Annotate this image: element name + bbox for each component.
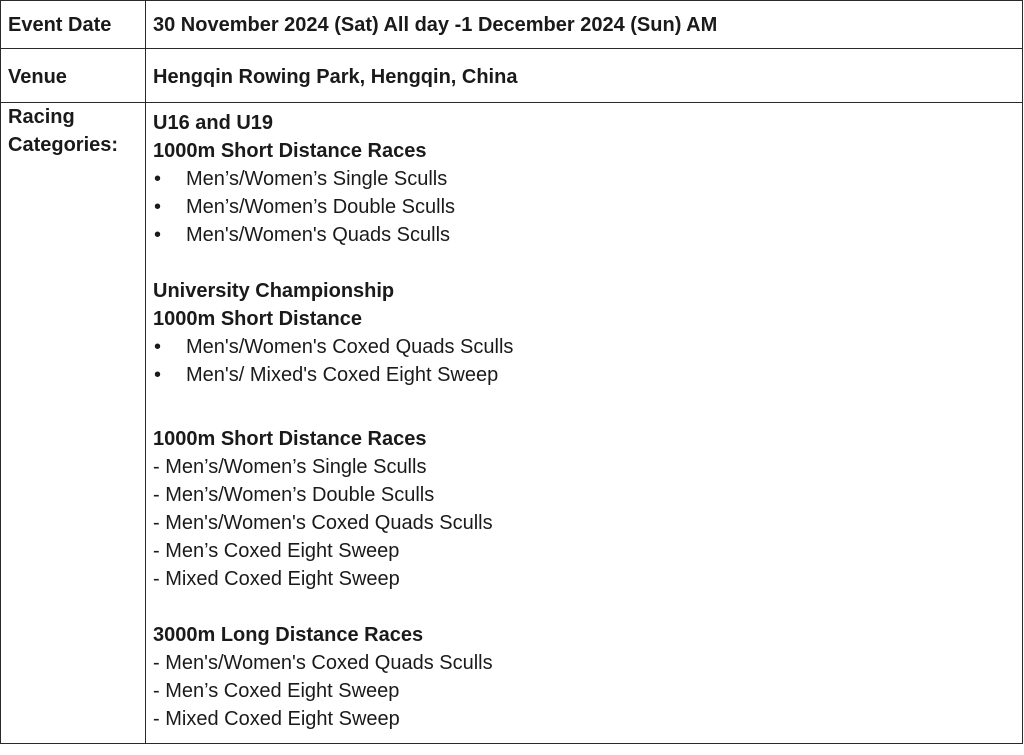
racing-categories-label-line1: Racing [8, 106, 75, 128]
category-group-u16-u19 [153, 109, 1022, 249]
race-list [153, 333, 1022, 389]
list-item: - Men's/Women's Coxed Quads Sculls [153, 512, 493, 534]
racing-categories-label-line2: Categories: [8, 134, 119, 156]
list-item: - Men's/Women's Coxed Quads Sculls [153, 652, 493, 674]
list-item: - Men’s Coxed Eight Sweep [153, 680, 400, 702]
list-item: - Mixed Coxed Eight Sweep [153, 708, 400, 730]
race-list [153, 453, 1022, 593]
bullet-icon: • [154, 196, 162, 218]
event-date-label: Event Date [1, 1, 146, 49]
race-name: Men's/Women's Coxed Quads Sculls [186, 336, 514, 358]
list-item: - Men’s Coxed Eight Sweep [153, 540, 400, 562]
race-list [153, 649, 1022, 733]
group-title: 1000m Short Distance Races [153, 428, 427, 450]
category-group-1000m [153, 425, 1022, 593]
race-name: Men’s/Women’s Single Sculls [186, 168, 448, 190]
category-group-university [153, 277, 1022, 389]
list-item: - Men’s/Women’s Double Sculls [153, 484, 435, 506]
list-item [153, 165, 1022, 193]
venue-label: Venue [1, 49, 146, 103]
race-name: Men's/ Mixed's Coxed Eight Sweep [186, 364, 499, 386]
category-group-3000m [153, 621, 1022, 733]
venue-row [1, 49, 1023, 103]
group-title: 3000m Long Distance Races [153, 624, 424, 646]
race-name: Men’s/Women’s Double Sculls [186, 196, 456, 218]
race-list [153, 165, 1022, 249]
bullet-icon: • [154, 364, 162, 386]
list-item: - Men’s/Women’s Single Sculls [153, 456, 427, 478]
list-item [153, 333, 1022, 361]
racing-categories-label [1, 103, 146, 744]
event-date-value: 30 November 2024 (Sat) All day -1 December 2024 (Sun) AM [146, 1, 1023, 49]
list-item [153, 193, 1022, 221]
group-subtitle: 1000m Short Distance [153, 308, 362, 330]
race-name: Men's/Women's Quads Sculls [186, 224, 451, 246]
racing-categories-content [146, 103, 1023, 744]
group-title: U16 and U19 [153, 112, 274, 134]
bullet-icon: • [154, 224, 162, 246]
group-subtitle: 1000m Short Distance Races [153, 140, 427, 162]
bullet-icon: • [154, 336, 162, 358]
racing-categories-row [1, 103, 1023, 744]
list-item: - Mixed Coxed Eight Sweep [153, 568, 400, 590]
list-item [153, 221, 1022, 249]
event-date-row [1, 1, 1023, 49]
group-title: University Championship [153, 280, 395, 302]
list-item [153, 361, 1022, 389]
venue-value: Hengqin Rowing Park, Hengqin, China [146, 49, 1023, 103]
bullet-icon: • [154, 168, 162, 190]
